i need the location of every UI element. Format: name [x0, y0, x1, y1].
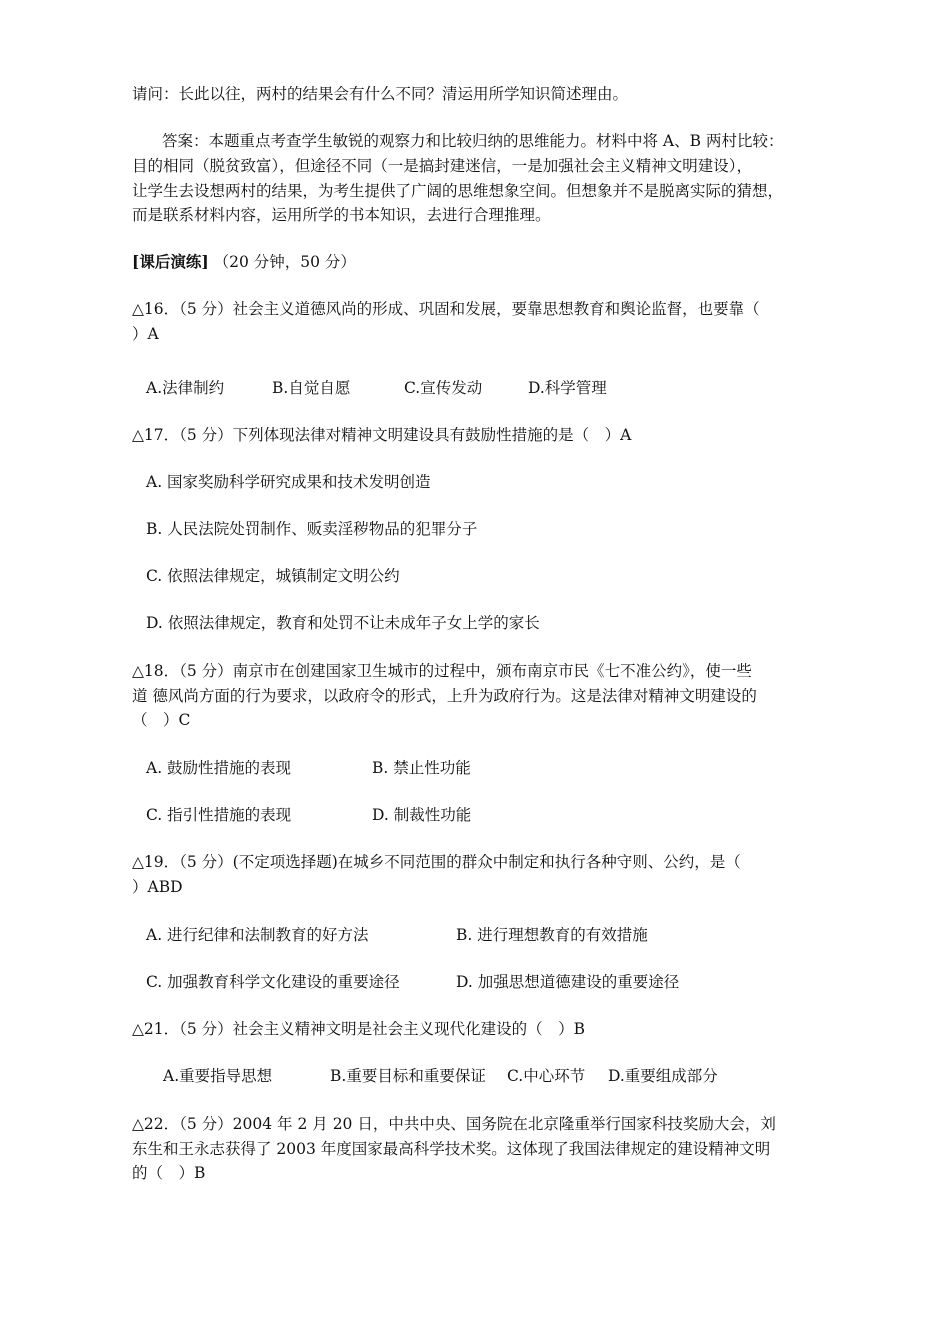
option-b: B. 禁止性功能 [372, 759, 471, 777]
section-meta: （20 分钟，50 分） [213, 253, 356, 271]
option-a: A. 鼓励性措施的表现 [146, 759, 292, 777]
question-text: △16．（5 分）社会主义道德风尚的形成、巩固和发展，要靠思想教育和舆论监督，也要靠（ [132, 300, 760, 318]
option-d: D. 依照法律规定，教育和处罚不让未成年子女上学的家长 [146, 614, 540, 632]
answer-line: 答案：本题重点考查学生敏锐的观察力和比较归纳的思维能力。材料中将 A、B 两村比较： [162, 132, 784, 150]
question-text: 东生和王永志获得了 2003 年度国家最高科学技术奖。这体现了我国法律规定的建设精神文明 [132, 1140, 771, 1158]
question-answer: （ ）C [132, 711, 191, 729]
option-c: C.中心环节 [507, 1067, 586, 1085]
option-a: A. 进行纪律和法制教育的好方法 [146, 926, 369, 944]
option-d: D. 加强思想道德建设的重要途径 [456, 973, 680, 991]
question-answer: ）ABD [132, 878, 183, 896]
option-b: B.重要目标和重要保证 [330, 1067, 486, 1085]
question-text: △22．（5 分）2004 年 2 月 20 日，中共中央、国务院在北京隆重举行国家科技奖励大会，刘 [132, 1115, 776, 1133]
option-b: B. 进行理想教育的有效措施 [456, 926, 648, 944]
question-text: △21．（5 分）社会主义精神文明是社会主义现代化建设的（ ）B [132, 1020, 586, 1038]
question-answer: 的（ ）B [132, 1164, 206, 1182]
intro-question: 请问：长此以往，两村的结果会有什么不同？清运用所学知识简述理由。 [132, 85, 629, 103]
option-a: A.重要指导思想 [163, 1067, 273, 1085]
option-d: D. 制裁性功能 [372, 806, 472, 824]
option-c: C. 加强教育科学文化建设的重要途径 [146, 973, 400, 991]
option-c: C. 指引性措施的表现 [146, 806, 292, 824]
question-text: △19．（5 分）(不定项选择题)在城乡不同范围的群众中制定和执行各种守则、公约，是（ [132, 853, 741, 871]
answer-line: 而是联系材料内容，运用所学的书本知识，去进行合理推理。 [132, 206, 551, 224]
option-a: A. 国家奖励科学研究成果和技术发明创造 [146, 473, 431, 491]
option-d: D.重要组成部分 [608, 1067, 718, 1085]
option-a: A.法律制约 [146, 379, 225, 397]
answer-line: 目的相同（脱贫致富），但途径不同（一是搞封建迷信，一是加强社会主义精神文明建设）， [132, 157, 753, 175]
question-text: 道 德风尚方面的行为要求，以政府令的形式，上升为政府行为。这是法律对精神文明建设的 [132, 687, 757, 705]
option-b: B.自觉自愿 [272, 379, 351, 397]
answer-line: 让学生去设想两村的结果，为考生提供了广阔的思维想象空间。但想象并不是脱离实际的猜想， [132, 182, 784, 200]
question-text: △17．（5 分）下列体现法律对精神文明建设具有鼓励性措施的是（ ）A [132, 426, 632, 444]
question-text: △18．（5 分）南京市在创建国家卫生城市的过程中，颁布南京市民《七不准公约》，使一些 [132, 662, 752, 680]
question-answer: ）A [132, 325, 159, 343]
option-d: D.科学管理 [528, 379, 607, 397]
section-heading [132, 252, 356, 272]
option-b: B. 人民法院处罚制作、贩卖淫秽物品的犯罪分子 [146, 520, 478, 538]
section-title: [课后演练] [132, 252, 209, 271]
option-c: C.宣传发动 [404, 379, 483, 397]
option-c: C. 依照法律规定，城镇制定文明公约 [146, 567, 400, 585]
